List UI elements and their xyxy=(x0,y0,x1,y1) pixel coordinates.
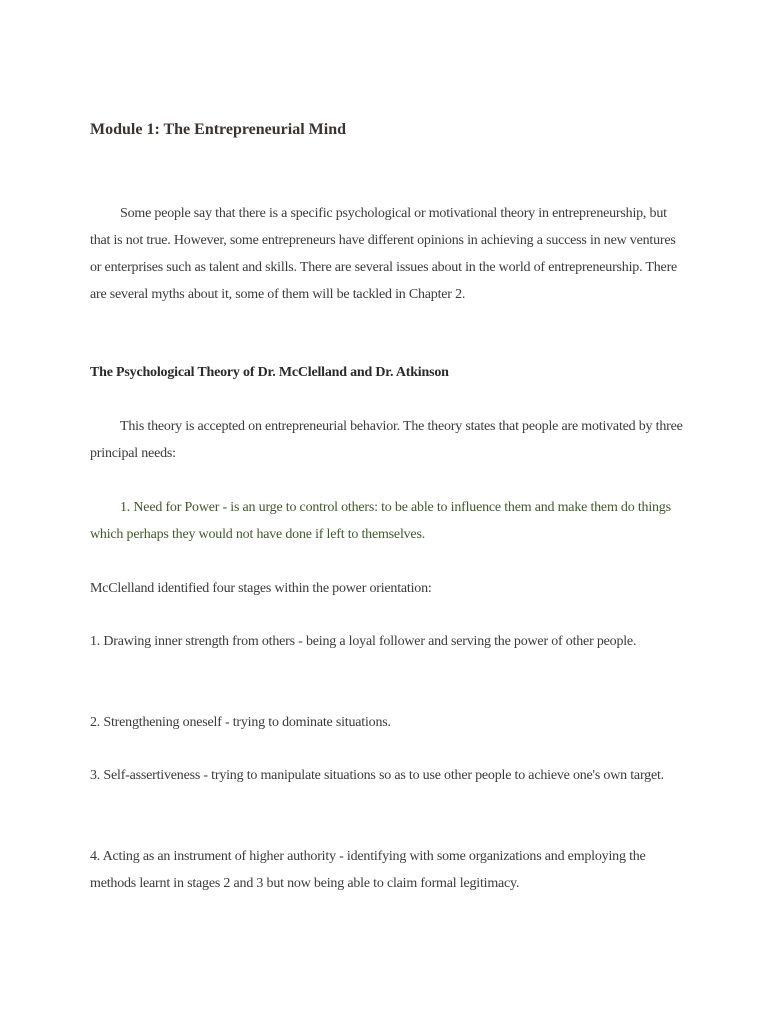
stage-item-4: 4. Acting as an instrument of higher authority - identifying with some organizations and employing the methods learnt in stages 2 and 3 but now being able to claim formal legitimacy. xyxy=(90,849,646,891)
stage-item-2: 2. Strengthening oneself - trying to dominate situations. xyxy=(90,715,391,730)
stage-item-1: 1. Drawing inner strength from others - being a loyal follower and serving the power of other people. xyxy=(90,634,637,649)
stages-intro: McClelland identified four stages within the power orientation: xyxy=(90,581,432,596)
theory-paragraph: This theory is accepted on entrepreneurial behavior. The theory states that people are motivated by three principal needs: xyxy=(90,419,683,461)
section-heading: The Psychological Theory of Dr. McClelland and Dr. Atkinson xyxy=(90,365,449,380)
stage-item-3: 3. Self-assertiveness - trying to manipulate situations so as to use other people to achieve one's own target. xyxy=(90,768,664,783)
need-for-power-paragraph: 1. Need for Power - is an urge to control others: to be able to influence them and make them do things which perhaps they would not have done if left to themselves. xyxy=(90,500,671,542)
module-title: Module 1: The Entrepreneurial Mind xyxy=(90,121,347,138)
intro-paragraph: Some people say that there is a specific psychological or motivational theory in entrepreneurship, but that is not true. However, some entrepreneurs have different opinions in achieving a success in new ventures or enterprises such as talent and skills. There are several issues about in the world of entrepreneurship. There are several myths about it, some of them will be tackled in Chapter 2. xyxy=(90,206,678,302)
